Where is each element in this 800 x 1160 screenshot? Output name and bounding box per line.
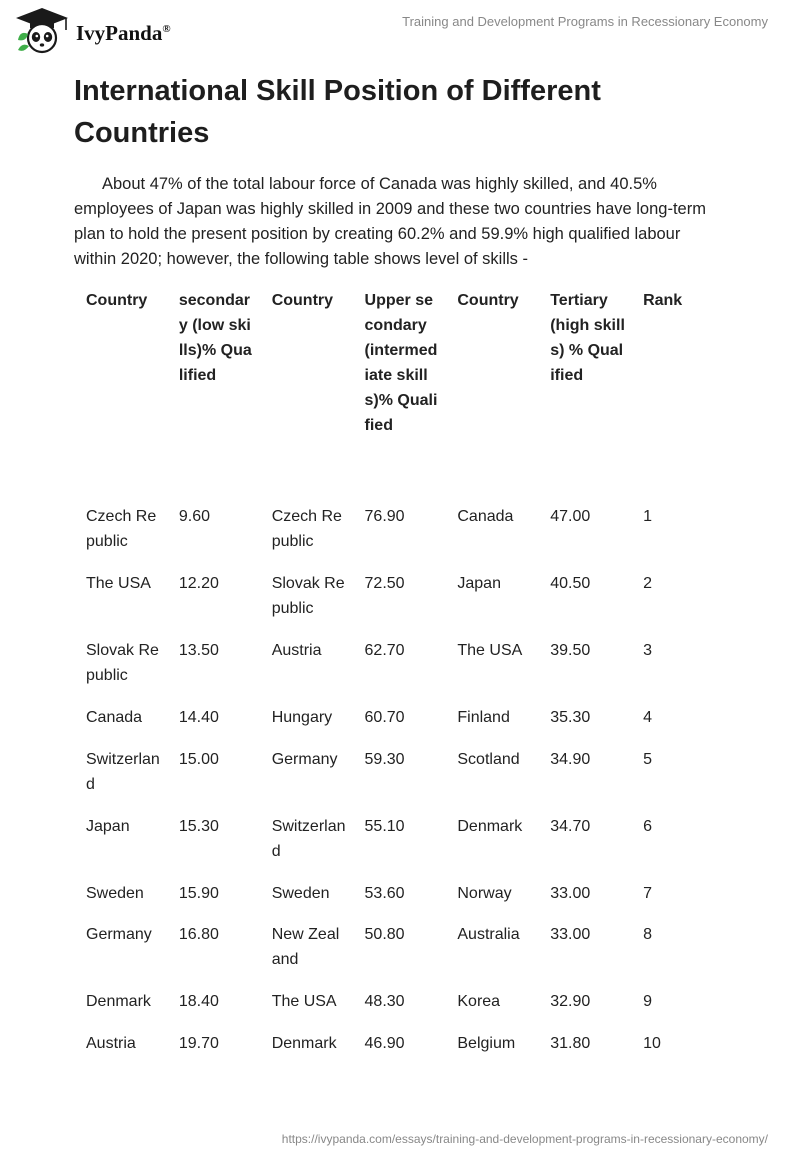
table-cell: Japan (457, 575, 501, 592)
column-header: Tertiary (high skills) % Qualified (550, 292, 625, 384)
intro-paragraph: About 47% of the total labour force of Canada was highly skilled, and 40.5% employees of Japan was highly skilled in 2009 and these two countries have long-term plan to hold the present position by creating 60.2% and 59.9% high qualified labour within 2020; however, the following table shows level of skills - (74, 175, 706, 268)
table-cell: 9 (643, 993, 652, 1010)
table-cell: 18.40 (178, 993, 219, 1010)
table-cell: Canada (86, 709, 143, 726)
registered-mark: ® (162, 22, 171, 35)
site-header (0, 0, 800, 60)
table-cell: Czech Republic (86, 508, 157, 550)
table-cell: 76.90 (364, 508, 405, 525)
table-cell: Austria (86, 1034, 136, 1052)
table-cell: Finland (457, 709, 510, 726)
table-cell: Norway (457, 884, 512, 902)
table-cell: Switzerland (271, 817, 346, 860)
table-row (74, 814, 724, 881)
table-cell: 14.40 (178, 709, 219, 726)
table-cell: Czech Republic (271, 508, 342, 550)
table-cell: 33.00 (550, 884, 591, 902)
table-cell: Canada (457, 508, 514, 525)
table-cell: Germany (86, 926, 152, 943)
table-row (74, 638, 724, 705)
table-cell: 59.30 (364, 750, 405, 768)
panda-graduation-cap-icon (14, 6, 70, 56)
table-cell: Slovak Republic (86, 642, 159, 684)
table-cell: Austria (271, 642, 322, 659)
table-cell: The USA (457, 642, 523, 659)
brand-name (76, 21, 171, 46)
table-cell: 4 (643, 709, 652, 726)
column-header: Rank (643, 292, 683, 309)
table-cell: The USA (271, 993, 337, 1010)
table-cell: 2 (643, 575, 652, 592)
table-cell: 53.60 (364, 884, 405, 902)
table-row (74, 705, 724, 747)
table-header (74, 288, 724, 504)
table-cell: Hungary (271, 709, 333, 726)
ivypanda-logo-link[interactable] (14, 6, 171, 56)
table-cell: Slovak Republic (271, 575, 345, 617)
table-cell: 15.30 (178, 817, 219, 835)
table-row (74, 989, 724, 1031)
table-row (74, 504, 724, 571)
table-cell: 35.30 (550, 709, 591, 726)
table-cell: Sweden (271, 884, 330, 902)
table-cell: New Zealand (271, 926, 340, 968)
table-body (74, 504, 724, 1072)
column-header: Country (271, 292, 334, 309)
table-cell: 50.80 (364, 926, 405, 943)
table-cell: 16.80 (178, 926, 219, 943)
table-cell: Korea (457, 993, 501, 1010)
table-row (74, 571, 724, 638)
table-cell: 6 (643, 817, 652, 835)
column-header: Country (86, 292, 148, 309)
table-cell: 34.90 (550, 750, 591, 768)
table-cell: 40.50 (550, 575, 591, 592)
table-cell: Scotland (457, 750, 520, 768)
table-cell: 60.70 (364, 709, 405, 726)
page-title: International Skill Position of Different Countries (74, 75, 601, 149)
document-title: Training and Development Programs in Recessionary Economy (402, 14, 768, 29)
table-cell: 46.90 (364, 1034, 405, 1052)
column-header: secondary (low skills)% Qualified (178, 292, 252, 384)
column-header: Upper secondary (intermediate skills)% Qualified (364, 292, 438, 434)
table-cell: 33.00 (550, 926, 591, 943)
table-cell: 32.90 (550, 993, 591, 1010)
table-cell: 47.00 (550, 508, 591, 525)
table-cell: 8 (643, 926, 652, 943)
table-cell: 13.50 (178, 642, 219, 659)
table-cell: 9.60 (178, 508, 210, 525)
brand-label: IvyPanda (76, 20, 163, 45)
column-header: Country (457, 292, 519, 309)
table-cell: Germany (271, 750, 338, 768)
table-cell: Denmark (86, 993, 151, 1010)
table-row (74, 1031, 724, 1073)
table-cell: Belgium (457, 1034, 516, 1052)
table-header-row (74, 288, 724, 504)
table-cell: 15.90 (178, 884, 219, 902)
source-url-link[interactable]: https://ivypanda.com/essays/training-and-development-programs-in-recessionary-economy/ (281, 1132, 768, 1146)
table-cell: Australia (457, 926, 520, 943)
table-cell: 3 (643, 642, 652, 659)
skills-table (74, 288, 724, 1072)
table-cell: 7 (643, 884, 652, 902)
table-cell: 62.70 (364, 642, 405, 659)
table-cell: Denmark (271, 1034, 337, 1052)
table-cell: 1 (643, 508, 652, 525)
table-cell: 10 (643, 1034, 661, 1052)
table-cell: Japan (86, 817, 130, 835)
table-cell: 5 (643, 750, 652, 768)
table-cell: Sweden (86, 884, 144, 902)
table-cell: Switzerland (86, 750, 160, 793)
table-cell: 39.50 (550, 642, 591, 659)
table-cell: Denmark (457, 817, 523, 835)
table-cell: The USA (86, 575, 151, 592)
table-row (74, 922, 724, 989)
table-row (74, 747, 724, 814)
table-cell: 31.80 (550, 1034, 591, 1052)
table-row (74, 881, 724, 923)
table-cell: 12.20 (178, 575, 219, 592)
table-cell: 72.50 (364, 575, 405, 592)
table-cell: 55.10 (364, 817, 405, 835)
table-cell: 19.70 (178, 1034, 219, 1052)
table-cell: 15.00 (178, 750, 219, 768)
table-cell: 48.30 (364, 993, 405, 1010)
table-cell: 34.70 (550, 817, 591, 835)
